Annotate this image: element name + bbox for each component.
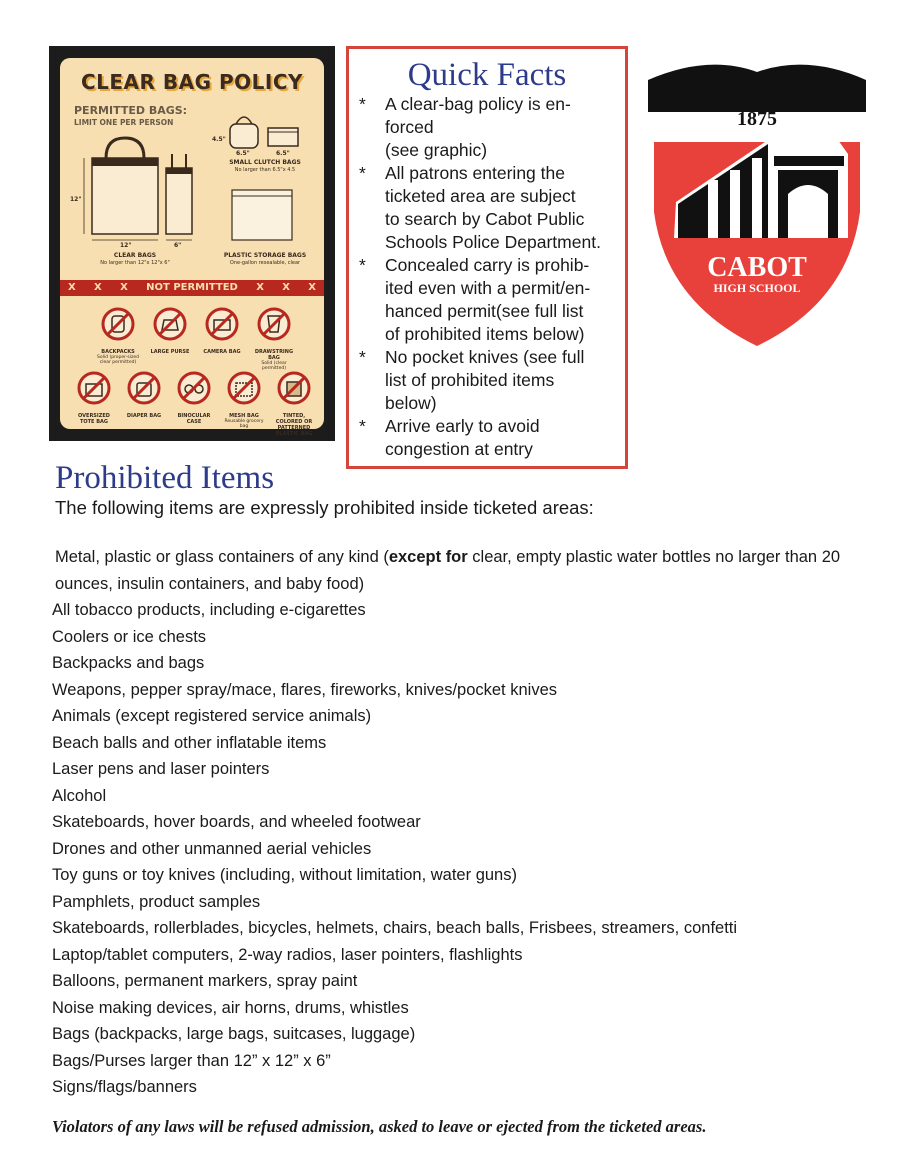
x-mark: X [94,282,102,293]
clutch-height-dim: 4.5" [212,136,226,143]
asterisk-bullet-icon: * [359,163,366,183]
banned-label: DIAPER BAG [126,413,162,419]
logo-subtitle: HIGH SCHOOL [713,281,801,295]
quick-fact-line: list of prohibited items [385,370,555,390]
logo-name: CABOT [707,252,807,283]
banned-sub: Solid (proper-sized clear permitted) [97,355,139,365]
clear-bag-side-icon [166,154,192,240]
list-item: Balloons, permanent markers, spray paint [52,972,358,990]
plastic-storage-sub: One-gallon resealable, clear [229,260,301,266]
no-camera-bag-icon [204,306,240,342]
small-clutch-label: SMALL CLUTCH BAGS [229,159,301,166]
quick-facts-list [359,93,621,461]
quick-fact-line: All patrons entering the [385,163,565,183]
list-item: Laser pens and laser pointers [52,760,270,778]
no-large-purse-icon [152,306,188,342]
banned-binocular-case [170,370,218,425]
asterisk-bullet-icon: * [359,94,366,114]
quick-fact-line: Concealed carry is prohib- [385,255,590,275]
quick-fact-line: forced [385,117,434,137]
banned-drawstring-bag [250,306,298,371]
plastic-storage-bag-icon [232,190,292,240]
item-text: Metal, plastic or glass containers of any kind ( [55,548,389,566]
cabot-high-school-logo [648,62,866,352]
banned-label: TINTED, COLORED OR PATTERNED PLASTIC BAG [275,413,313,437]
list-item: Bags/Purses larger than 12” x 12” x 6” [52,1051,331,1070]
list-item: Skateboards, rollerblades, bicycles, helmets, chairs, beach balls, Frisbees, streamers, confetti [52,919,738,937]
list-item: Skateboards, hover boards, and wheeled footwear [52,813,421,831]
banned-label: DRAWSTRING BAG [254,349,294,361]
banned-mesh-bag [220,370,268,429]
plastic-storage-label: PLASTIC STORAGE BAGS [223,252,307,259]
no-backpack-icon [100,306,136,342]
quick-fact-item [359,254,621,346]
list-item: Weapons, pepper spray/mace, flares, fireworks, knives/pocket knives [52,680,557,699]
x-mark: X [68,282,76,293]
prohibited-items-list [52,544,852,1101]
quick-fact-line: hanced permit(see full list [385,301,584,321]
clear-tote-bag-icon [84,138,158,240]
list-item: Coolers or ice chests [52,627,207,646]
prohibited-items-heading: Prohibited Items [55,460,275,496]
list-item: Toy guns or toy knives (including, without limitation, water guns) [52,866,517,884]
banned-sub: Solid (clear permitted) [261,361,287,371]
clear-bag-policy-poster [49,46,335,441]
no-drawstring-bag-icon [256,306,292,342]
list-item: Noise making devices, air horns, drums, whistles [52,998,409,1017]
quick-fact-line: (see graphic) [385,140,488,160]
clear-bag-depth-dim: 6" [174,242,182,249]
asterisk-bullet-icon: * [359,347,366,367]
limit-text: LIMIT ONE PER PERSON [74,118,174,127]
banned-label: CAMERA BAG [203,349,241,355]
quick-fact-line: A clear-bag policy is en- [385,94,571,114]
list-item: All tobacco products, including e-cigarettes [52,601,366,619]
x-mark: X [308,282,316,293]
prohibited-intro: The following items are expressly prohibited inside ticketed areas: [55,497,594,518]
list-item: Signs/flags/banners [52,1078,197,1096]
quick-fact-line: congestion at entry [385,439,533,459]
clutch-width-dim-2: 6.5" [276,150,290,157]
no-diaper-bag-icon [126,370,162,406]
quick-fact-item [359,93,621,162]
clear-bags-label: CLEAR BAGS [113,252,157,259]
quick-fact-line: Schools Police Department. [385,232,601,252]
clear-bags-sub: No larger than 12"x 12"x 6" [100,260,170,266]
quick-fact-item [359,346,621,415]
permitted-bags-title: PERMITTED BAGS: [74,104,188,117]
violators-notice: Violators of any laws will be refused admission, asked to leave or ejected from the ticketed areas. [52,1117,707,1136]
quick-fact-line: below) [385,393,437,413]
banned-label: BACKPACKS [101,349,135,355]
clear-bag-width-dim: 12" [120,242,132,249]
list-item: Beach balls and other inflatable items [52,733,327,752]
list-item: Animals (except registered service animals) [52,707,372,725]
not-permitted-label: NOT PERMITTED [146,282,238,293]
list-item [52,544,852,597]
banned-backpack [94,306,142,365]
poster-title: CLEAR BAG POLICY [80,70,304,94]
no-tinted-bag-icon [276,370,312,406]
x-mark: X [256,282,264,293]
asterisk-bullet-icon: * [359,255,366,275]
quick-facts-box [346,46,628,469]
banned-camera-bag [198,306,246,355]
no-mesh-bag-icon [226,370,262,406]
quick-fact-line: to search by Cabot Public [385,209,585,229]
clear-bag-height-dim: 12" [70,196,82,203]
banned-label: LARGE PURSE [150,349,190,355]
quick-facts-title: Quick Facts [407,57,567,93]
poster-panel [60,58,324,437]
banned-sub: Reusable grocery bag [224,419,264,429]
item-emphasis: except for [388,548,468,566]
no-binocular-case-icon [176,370,212,406]
list-item: Backpacks and bags [52,654,205,672]
banned-diaper-bag [120,370,168,419]
x-mark: X [282,282,290,293]
logo-year: 1875 [737,108,777,130]
list-item: Bags (backpacks, large bags, suitcases, luggage) [52,1025,416,1043]
quick-fact-line: No pocket knives (see full [385,347,585,367]
small-clutch-icon [230,117,298,148]
asterisk-bullet-icon: * [359,416,366,436]
small-clutch-sub: No larger than 6.5"x 4.5 [234,167,296,173]
banned-label: BINOCULAR CASE [177,413,211,425]
banned-large-purse [146,306,194,355]
banned-oversized-tote [70,370,118,425]
x-mark: X [120,282,128,293]
list-item: Pamphlets, product samples [52,892,261,911]
banned-label: MESH BAG [229,413,259,419]
clutch-width-dim: 6.5" [236,150,250,157]
quick-fact-line: ited even with a permit/en- [385,278,591,298]
quick-fact-line: Arrive early to avoid [385,416,540,436]
no-tote-bag-icon [76,370,112,406]
list-item: Laptop/tablet computers, 2-way radios, laser pointers, flashlights [52,945,523,964]
quick-fact-line: ticketed area are subject [385,186,576,206]
quick-fact-item [359,415,621,461]
item-text: clear, empty plastic water bottles no larger than 20 ounces, insulin containers, and baby food) [55,548,841,593]
list-item: Alcohol [52,786,107,805]
quick-fact-line: of prohibited items below) [385,324,585,344]
banned-label: OVERSIZED TOTE BAG [78,413,110,425]
quick-fact-item [359,162,621,254]
not-permitted-banner [60,280,324,296]
banned-tinted-plastic-bag [270,370,318,437]
list-item: Drones and other unmanned aerial vehicles [52,839,372,858]
